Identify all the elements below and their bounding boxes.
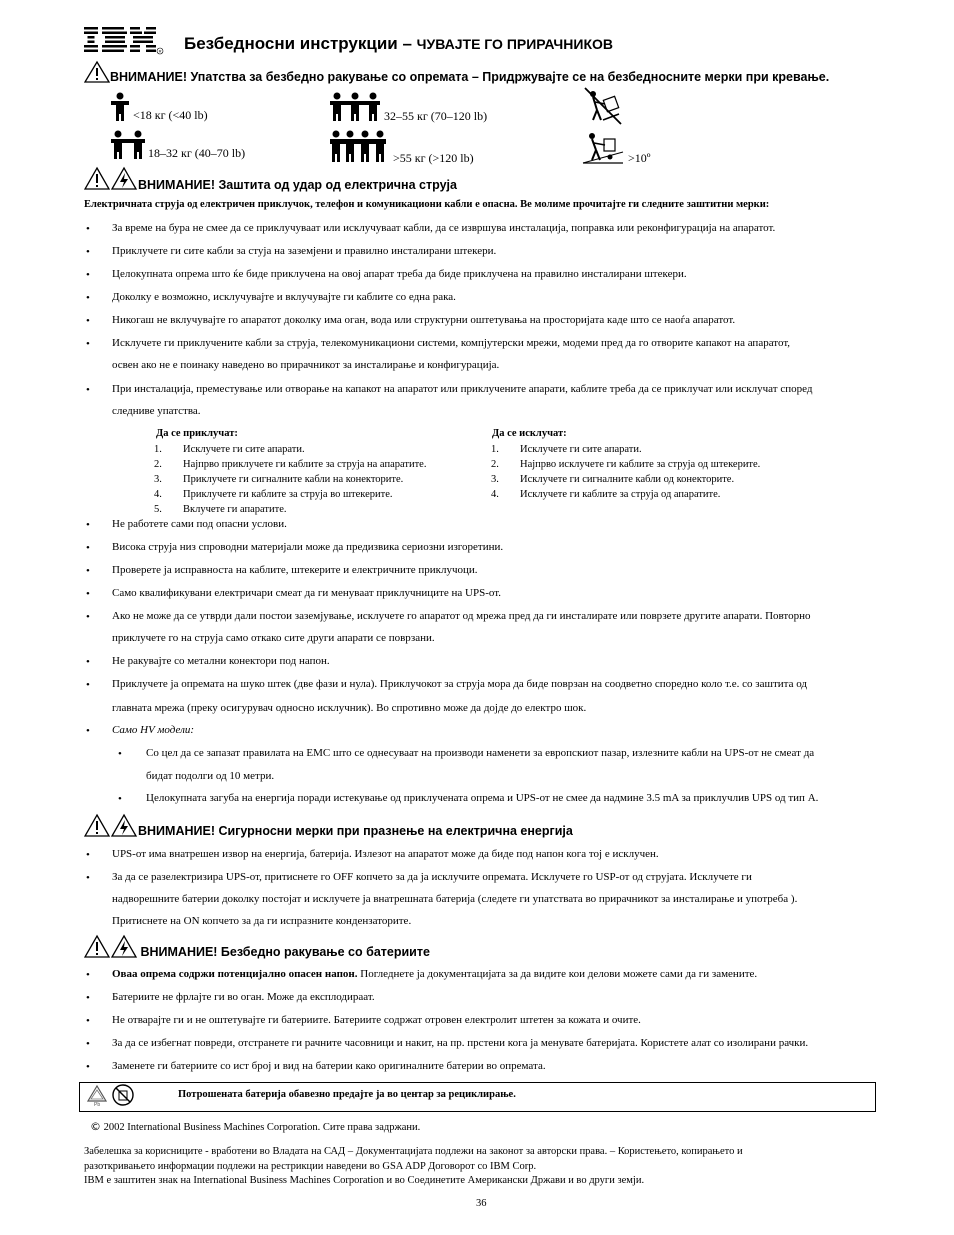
bullet: • [86, 872, 90, 884]
copyright-text: 2002 International Business Machines Corporation. Сите права задржани. [103, 1122, 421, 1133]
sub-list-item-cont: бидат подолги од 10 метри. [146, 770, 275, 782]
recycle-text: Потрошената батерија обавезно предајте ја во центар за рециклирање. [178, 1089, 516, 1100]
list-item: Проверете ја исправноста на каблите, штекерите и електричните приклучоци. [112, 564, 478, 576]
bullet: • [86, 611, 90, 623]
list-item: UPS-от има внатрешен извор на енергија, батерија. Излезот на апаратот може да биде под напон кога тој е исклучен. [112, 848, 659, 860]
no-trash-icon [111, 1083, 135, 1109]
disconnect-step: 2. Најпрво исклучете ги каблите за струја од штекерите. [491, 459, 761, 470]
ramp-handtruck-icon [581, 130, 625, 166]
list-item: Целокупната опрема што ќе биде приклучена на овој апарат треба да биде приклучена на правилно инсталирани штекери. [112, 268, 687, 280]
discharge-warning-icon [84, 813, 138, 839]
connect-step: 2. Најпрво приклучете ги каблите за струја на апаратите. [154, 459, 427, 470]
sub-bullet: • [118, 793, 122, 805]
title-main: Безбедносни инструкции – [184, 34, 417, 53]
recycle-icon [86, 1084, 108, 1108]
sub-list-item: Целокупната загуба на енергија поради истекување од приклучената опрема и UPS-от не смее да надмине 3.5 mA за приклучлив UPS од тип A. [146, 792, 819, 804]
disconnect-list [491, 442, 760, 502]
bullet: • [86, 269, 90, 281]
weight-label-4: >55 кг (>120 lb) [393, 151, 474, 165]
four-person-lift-icon [330, 130, 386, 166]
list-item: Не ракувајте со метални конектори под напон. [112, 655, 330, 667]
bullet: • [86, 969, 90, 981]
one-person-lift-icon [110, 92, 130, 122]
svg-text:R: R [158, 48, 162, 54]
copyright [90, 1120, 420, 1133]
no-handtruck-icon [583, 86, 623, 126]
footer-notes [84, 1145, 743, 1189]
ibm-logo [84, 26, 164, 56]
list-item: При инсталација, преместување или отворање на капакот на апаратот или приклучените апарати, каблите треба да се приклучат или исклучат според [112, 383, 813, 395]
bullet: • [86, 565, 90, 577]
bullet: • [86, 292, 90, 304]
list-item: Висока струја низ спроводни материјали може да предизвика сериозни изгоретини. [112, 541, 504, 553]
list-item: За да се избегнат повреди, отстранете ги рачните часовници и накит, на пр. прстени кога ја менувате батеријата. Користете алат со изолирани рачки. [112, 1037, 809, 1049]
list-item-cont: Притиснете на ON копчето за да ги испразните кондензаторите. [112, 915, 412, 927]
bullet: • [86, 338, 90, 350]
list-item-rest: Погледнете ја документацијата за да видите кои делови можете сами да ги замените. [357, 968, 758, 980]
two-person-lift-icon [110, 130, 146, 160]
list-item: Приклучете ја опремата на шуко штек (две фази и нула). Приклучокот за струја мора да биде поврзан на соодветно споредно коло т.е. со заштита од [112, 678, 807, 690]
bullet: • [86, 1015, 90, 1027]
svg-text:Pb: Pb [94, 1102, 101, 1108]
bullet: • [86, 679, 90, 691]
sub-list-item: Со цел да се запазат правилата на EMC што се однесуваат на производи наменети за европскиот пазар, излезните кабли на UPS-от не смеат да [146, 747, 815, 759]
connect-step: 3. Приклучете ги сигналните кабли на конекторите. [154, 474, 404, 485]
weight-label-5: >10º [628, 151, 651, 165]
electric-intro: Електричната струја од електричен приклучок, телефон и комуникациони кабли е опасна. Ве молиме прочитајте ги следните заштитни мерки: [84, 199, 770, 210]
title-subtitle: ЧУВАЈТЕ ГО ПРИРАЧНИКОВ [416, 36, 613, 52]
disconnect-title: Да се исклучат: [492, 428, 567, 439]
list-item: Само HV модели: [112, 724, 195, 736]
connect-title: Да се приклучат: [156, 428, 238, 439]
warning-icon [84, 60, 110, 84]
battery-heading: ВНИМАНИЕ! Безбедно ракување со батериите [137, 945, 430, 959]
page-number: 36 [476, 1198, 487, 1209]
electric-heading: ВНИМАНИЕ! Заштита од удар од електрична струја [138, 178, 457, 192]
discharge-heading: ВНИМАНИЕ! Сигурносни мерки при празнење на електрична енергија [138, 824, 573, 838]
footer-note: IBM е заштитен знак на International Business Machines Corporation и во Соединетите Американски Држави и во други земји. [84, 1175, 645, 1186]
disconnect-step: 3. Исклучете ги сигналните кабли од конекторите. [491, 474, 735, 485]
list-item-cont: надворешните батерии доколку постојат и исклучете ја внатрешната батерија (следете ги упатствата во прирачникот за инсталирање и употреба ). [112, 893, 798, 905]
list-item: Заменете ги батериите со ист број и вид на батерии како оригиналните батерии во опремата. [112, 1060, 546, 1072]
footer-note: Забелешка за корисниците - вработени во Владата на САД – Документацијата подлежи на законот за авторски права. – Користењето, копирањето и [84, 1146, 743, 1157]
bullet: • [86, 656, 90, 668]
list-item: Не работете сами под опасни услови. [112, 518, 287, 530]
list-item [112, 963, 757, 985]
list-item: Батериите не фрлајте ги во оган. Може да експлодираат. [112, 991, 375, 1003]
list-item-cont: следниве упатства. [112, 405, 201, 417]
connect-list [154, 442, 426, 517]
bullet: • [86, 315, 90, 327]
list-item-cont: главната мрежа (преку осигурувач односно исклучник). Во спротивно може да дојде до електро шок. [112, 702, 587, 714]
page-title [184, 34, 613, 54]
bullet: • [86, 246, 90, 258]
bullet: • [86, 1038, 90, 1050]
bullet: • [86, 1061, 90, 1073]
lifting-heading: ВНИМАНИЕ! Упатства за безбедно ракување со опремата – Придржувајте се на безбедносните мерки при кревање. [110, 70, 830, 84]
list-item: Ако не може да се утврди дали постои заземјување, исклучете го апаратот од мрежа пред да ги инсталирате или поврзете другите апарати. Повторно [112, 610, 811, 622]
list-item-cont: освен ако не е поинаку наведено во прирачникот за инсталирање и конфигурација. [112, 359, 500, 371]
list-item: Доколку е возможно, исклучувајте и вклучувајте ги каблите со една рака. [112, 291, 456, 303]
footer-note: разоткривањето информации подлежи на рестрикции наведени во GSA ADP Договорот со IBM Corp. [84, 1160, 537, 1172]
list-item: Не отварајте ги и не оштетувајте ги батериите. Батериите содржат отровен електролит штетен за кожата и очите. [112, 1014, 641, 1026]
bullet: • [86, 519, 90, 531]
weight-label-1: <18 кг (<40 lb) [133, 108, 208, 122]
copyright-icon: © [90, 1120, 101, 1133]
bullet: • [86, 542, 90, 554]
three-person-lift-icon [330, 92, 380, 122]
weight-label-2: 18–32 кг (40–70 lb) [148, 146, 246, 160]
connect-step: 5. Вклучете ги апаратите. [154, 504, 287, 515]
bullet: • [86, 992, 90, 1004]
list-item: Никогаш не вклучувајте го апаратот доколку има оган, вода или структурни оштетувања на просторијата каде што се наоѓа апаратот. [112, 314, 736, 326]
connect-step: 4. Приклучете ги каблите за струја во штекерите. [154, 489, 393, 500]
list-item: Приклучете ги сите кабли за стуја на заземјени и правилно инсталирани штекери. [112, 245, 497, 257]
list-item: За да се разелектризира UPS-от, притиснете го OFF копчето за да ја исклучите опремата. Исклучете го USP-от од струјата. Исклучете ги [112, 871, 752, 883]
list-item: За време на бура не смее да се приклучуваат или исклучуваат кабли, да се извршува инсталација, поправка или реконфигурација на апаратот. [112, 222, 776, 234]
bold-lead: Оваа опрема содржи потенцијално опасен напон. [112, 968, 358, 980]
list-item-cont: приклучете го на струја само откако сите други апарати се поврзани. [112, 632, 435, 644]
disconnect-step: 4. Исклучете ги каблите за струја од апаратите. [491, 489, 721, 500]
bullet: • [86, 223, 90, 235]
bullet: • [86, 384, 90, 396]
sub-bullet: • [118, 748, 122, 760]
battery-warning-icon [84, 934, 138, 960]
connect-step: 1. Исклучете ги сите апарати. [154, 444, 305, 455]
bullet: • [86, 588, 90, 600]
disconnect-step: 1. Исклучете ги сите апарати. [491, 444, 642, 455]
weight-label-3: 32–55 кг (70–120 lb) [384, 109, 488, 123]
bullet: • [86, 849, 90, 861]
list-item: Само квалификувани електричари смеат да ги менуваат приклучниците на UPS-от. [112, 587, 501, 599]
bullet: • [86, 725, 90, 737]
list-item: Исклучете ги приклучените кабли за струја, телекомуникациони системи, компјутерски мрежи, модеми пред да го отворите капакот на апаратот, [112, 337, 791, 349]
electric-warning-icon [84, 166, 138, 192]
